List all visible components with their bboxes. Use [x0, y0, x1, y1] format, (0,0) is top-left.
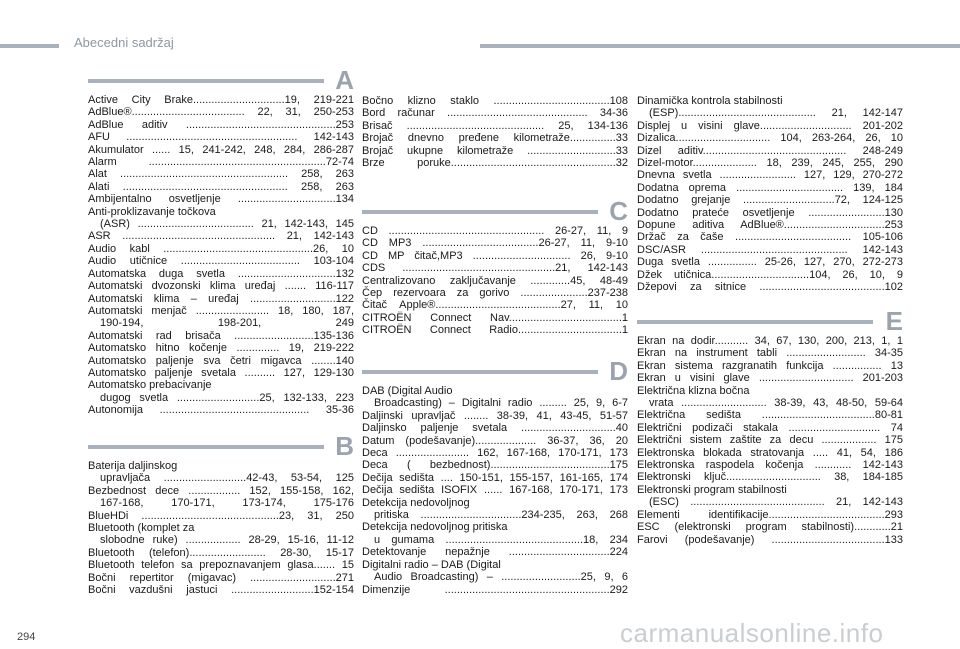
- index-entry: Audio Broadcasting) – ..........................25, 9, 6: [374, 571, 628, 584]
- index-entry: Automatski dvozonski klima uređaj ....... 116-117: [88, 280, 354, 293]
- section-d-entries: [362, 385, 628, 596]
- index-entry: Ekran na dodir........... 34, 67, 130, 200, 213, 1, 1: [637, 335, 903, 347]
- section-e: [637, 306, 903, 546]
- index-entry: Dodatna oprema ................................... 139, 184: [637, 181, 903, 194]
- index-entry: Audio utičnice ....................................... 103-104: [88, 255, 354, 268]
- index-entry: ESC (elektronski program stabilnosti)............21: [637, 521, 903, 534]
- index-entry: ASR .................................................. 21, 142-143: [88, 230, 354, 243]
- index-entry: Čitač Apple®.........................................27, 11, 10: [362, 299, 628, 312]
- section-b-continued-entries: [362, 95, 628, 169]
- section-letter: C: [609, 196, 628, 226]
- section-c-header: [362, 196, 628, 226]
- index-entry: Dizalica............................... 104, 263-264, 26, 10: [637, 132, 903, 145]
- index-entry: Ekran sistema razgranatih funkcija ................ 13: [637, 359, 903, 372]
- section-a-entries: [88, 94, 354, 417]
- index-entry: CD MP3 ......................................26-27, 11, 9-10: [362, 237, 628, 250]
- index-entry: DSC/ASR ................................................ 142-143: [637, 243, 903, 256]
- section-divider: [88, 79, 324, 83]
- index-entry: pritiska .................................234-235, 263, 268: [374, 509, 628, 522]
- index-entry: Dodatno grejanje ..............................72, 124-125: [637, 194, 903, 207]
- index-entry: Detekcija nedovoljnog pritiska: [362, 521, 508, 534]
- index-entry: Automatsko prebacivanje: [88, 379, 212, 392]
- index-entry: Dimenzije ......................................................292: [362, 583, 628, 596]
- index-entry: Dinamička kontrola stabilnosti: [637, 95, 783, 107]
- section-b: [88, 431, 354, 597]
- index-entry: Elementi identifikacije......................................293: [637, 508, 903, 521]
- index-entry: (ESC) ............................................ 21, 142-143: [649, 496, 903, 509]
- page-header-title: Abecedni sadržaj: [74, 35, 174, 50]
- index-entry: Akumulator ...... 15, 241-242, 248, 284, 286-287: [88, 143, 354, 156]
- index-entry: Elektronski program stabilnosti: [637, 483, 787, 496]
- index-entry: Centralizovano zaključavanje .............45, 48-49: [362, 274, 628, 287]
- index-entry: vrata ............................ 38-39, 43, 48-50, 59-64: [649, 397, 903, 410]
- index-entry: AdBlue aditiv .................................................253: [88, 118, 354, 131]
- index-entry: Džek utičnica................................104, 26, 10, 9: [637, 268, 903, 281]
- index-entry: slobodne ruke) .................. 28-29, 15-16, 11-12: [100, 534, 354, 547]
- index-entry: Elektronski ključ............................... 38, 184-185: [637, 471, 903, 484]
- index-entry: Bluetooth (telefon)......................... 28-30, 15-17: [88, 546, 354, 559]
- index-entry: Dečija sedišta ISOFIX ...... 167-168, 170-171, 173: [362, 484, 628, 497]
- index-entry: BlueHDi .............................................23, 31, 250: [88, 509, 354, 522]
- index-entry: Broadcasting) – Digitalni radio ......... 25, 9, 6-7: [374, 397, 628, 410]
- section-c-entries: [362, 225, 628, 337]
- index-entry: CITROËN Connect Nav.....................................1: [362, 311, 628, 324]
- index-entry: Alati ...................................................... 258, 263: [88, 180, 354, 193]
- header-bar-left: [0, 44, 59, 48]
- index-entry: Bluetooth telefon sa prepoznavanjem glasa....... 15: [88, 559, 354, 572]
- page-number: 294: [17, 631, 36, 643]
- index-entry: Bočni vazdušni jastuci ...........................152-154: [88, 584, 354, 597]
- index-entry: Ambijentalno osvetljenje ................................134: [88, 193, 354, 206]
- section-b-continued: [362, 95, 628, 169]
- section-e-header: [637, 306, 903, 336]
- section-divider: [362, 210, 598, 214]
- index-entry: 190-194, 198-201, 249: [100, 317, 354, 330]
- index-entry: Bord računar .............................................. 34-36: [362, 107, 628, 120]
- section-b-header: [88, 431, 354, 461]
- section-e-entries: [637, 335, 903, 546]
- index-entry: AFU ........................................................ 142-143: [88, 131, 354, 144]
- index-entry: Active City Brake..............................19, 219-221: [88, 94, 354, 106]
- index-entry: Datum (podešavanje).................... 36-37, 36, 20: [362, 434, 628, 447]
- index-entry: Deca ........................ 162, 167-168, 170-171, 173: [362, 447, 628, 460]
- index-entry: Dizel-motor..................... 18, 239, 245, 255, 290: [637, 157, 903, 170]
- index-entry: Elektronska blokada stratovanja ..... 41, 54, 186: [637, 446, 903, 459]
- index-entry: Farovi (podešavanje) .....................................133: [637, 533, 903, 546]
- index-entry: Automatski rad brisača ..........................135-136: [88, 329, 354, 342]
- index-entry: Električni sistem zaštite za decu .................. 175: [637, 434, 903, 447]
- index-entry: Displej u visini glave.............................. 201-202: [637, 119, 903, 132]
- index-entry: Brze poruke......................................................32: [362, 157, 628, 170]
- index-entry: (ASR) ...................................... 21, 142-143, 145: [100, 218, 354, 231]
- index-entry: 167-168, 170-171, 173-174, 175-176: [100, 497, 354, 510]
- section-d: [362, 356, 628, 596]
- index-entry: Električna klizna bočna: [637, 384, 750, 397]
- index-entry: Automatski klima – uređaj ............................122: [88, 292, 354, 305]
- section-d-header: [362, 356, 628, 386]
- index-entry: Anti-proklizavanje točkova: [88, 205, 216, 218]
- index-entry: Detektovanje nepažnje .................................224: [362, 546, 628, 559]
- section-d-continued-entries: [637, 95, 903, 294]
- section-letter: B: [335, 431, 354, 461]
- index-entry: Automatska duga svetla ................................132: [88, 267, 354, 280]
- index-entry: Električna sedišta .....................................80-81: [637, 409, 903, 422]
- index-entry: Ekran na instrument tabli .......................... 34-35: [637, 347, 903, 360]
- index-entry: Daljinski upravljač ........ 38-39, 41, 43-45, 51-57: [362, 409, 628, 422]
- index-entry: Detekcija nedovoljnog: [362, 496, 470, 509]
- watermark: carmanualsonline.info: [620, 618, 884, 648]
- section-letter: D: [609, 356, 628, 386]
- index-entry: upravljača ...........................42-43, 53-54, 125: [100, 472, 354, 485]
- index-entry: Brojač ukupne kilometraže .............................33: [362, 144, 628, 157]
- index-entry: Bočno klizno staklo ......................................108: [362, 95, 628, 107]
- section-divider: [88, 445, 324, 449]
- index-entry: Alat ....................................................... 258, 263: [88, 168, 354, 181]
- index-entry: CDS ..................................................21, 142-143: [362, 262, 628, 275]
- index-entry: dugog svetla ...........................25, 132-133, 223: [100, 391, 354, 404]
- index-entry: Džepovi za sitnice .........................................102: [637, 281, 903, 294]
- section-divider: [362, 370, 598, 374]
- index-entry: Dnevna svetla ......................... 127, 129, 270-272: [637, 169, 903, 182]
- section-letter: A: [335, 65, 354, 95]
- index-entry: Automatsko paljenje sva četri migavca ........140: [88, 354, 354, 367]
- section-b-entries: [88, 460, 354, 596]
- section-c: [362, 196, 628, 337]
- index-entry: Držač za čaše ...................................... 105-106: [637, 231, 903, 244]
- index-entry: Automatsko hitno kočenje .............. 19, 219-222: [88, 342, 354, 355]
- index-entry: Alarm ..........................................................72-74: [88, 156, 354, 169]
- index-entry: CD ................................................... 26-27, 11, 9: [362, 225, 628, 237]
- index-entry: Bezbednost dece ................. 152, 155-158, 162,: [88, 484, 354, 497]
- section-letter: E: [885, 306, 903, 336]
- index-entry: Digitalni radio – DAB (Digital: [362, 558, 501, 571]
- index-entry: Daljinsko paljenje svetala ...............................40: [362, 422, 628, 435]
- index-entry: Brisač ............................................. 25, 134-136: [362, 119, 628, 132]
- index-entry: Audio kabl .................................................26, 10: [88, 242, 354, 255]
- index-entry: CITROËN Connect Radio..................................1: [362, 324, 628, 337]
- index-entry: DAB (Digital Audio: [362, 385, 453, 397]
- section-d-continued: [637, 95, 903, 294]
- index-entry: Automatsko paljenje svetala .......... 127, 129-130: [88, 366, 354, 379]
- index-entry: Deca ( bezbednost).......................................175: [362, 459, 628, 472]
- index-entry: Dodatno prateće osvetljenje .........................130: [637, 206, 903, 219]
- header-bar-right: [480, 44, 960, 48]
- index-entry: Dizel aditiv............................................... 248-249: [637, 144, 903, 157]
- index-entry: Čep rezervoara za gorivo ......................237-238: [362, 287, 628, 300]
- index-entry: (ESP)............................................. 21, 142-147: [649, 107, 903, 120]
- index-entry: Ekran u visini glave ............................... 201-203: [637, 372, 903, 385]
- index-entry: Brojač dnevno pređene kilometraže...............33: [362, 132, 628, 145]
- section-a: [88, 65, 354, 417]
- index-entry: Baterija daljinskog: [88, 460, 178, 472]
- index-entry: Dečija sedišta .... 150-151, 155-157, 161-165, 174: [362, 471, 628, 484]
- index-entry: Električni podizači stakala .............................. 74: [637, 421, 903, 434]
- section-a-header: [88, 65, 354, 95]
- index-entry: u gumama .............................................18, 234: [374, 533, 628, 546]
- index-entry: Bluetooth (komplet za: [88, 522, 195, 535]
- index-entry: Elektronska raspodela kočenja ............ 142-143: [637, 459, 903, 472]
- index-entry: Dopune aditiva AdBlue®.................................253: [637, 219, 903, 232]
- index-entry: Automatski menjač ........................ 18, 180, 187,: [88, 304, 354, 317]
- index-entry: AdBlue®..................................... 22, 31, 250-253: [88, 106, 354, 119]
- index-entry: Autonomija ................................................. 35-36: [88, 404, 354, 417]
- index-entry: Bočni repertitor (migavac) ............................271: [88, 571, 354, 584]
- section-divider: [637, 320, 873, 324]
- index-entry: Duga svetla ................ 25-26, 127, 270, 272-273: [637, 256, 903, 269]
- index-entry: CD MP čitač,MP3 ................................ 26, 9-10: [362, 249, 628, 262]
